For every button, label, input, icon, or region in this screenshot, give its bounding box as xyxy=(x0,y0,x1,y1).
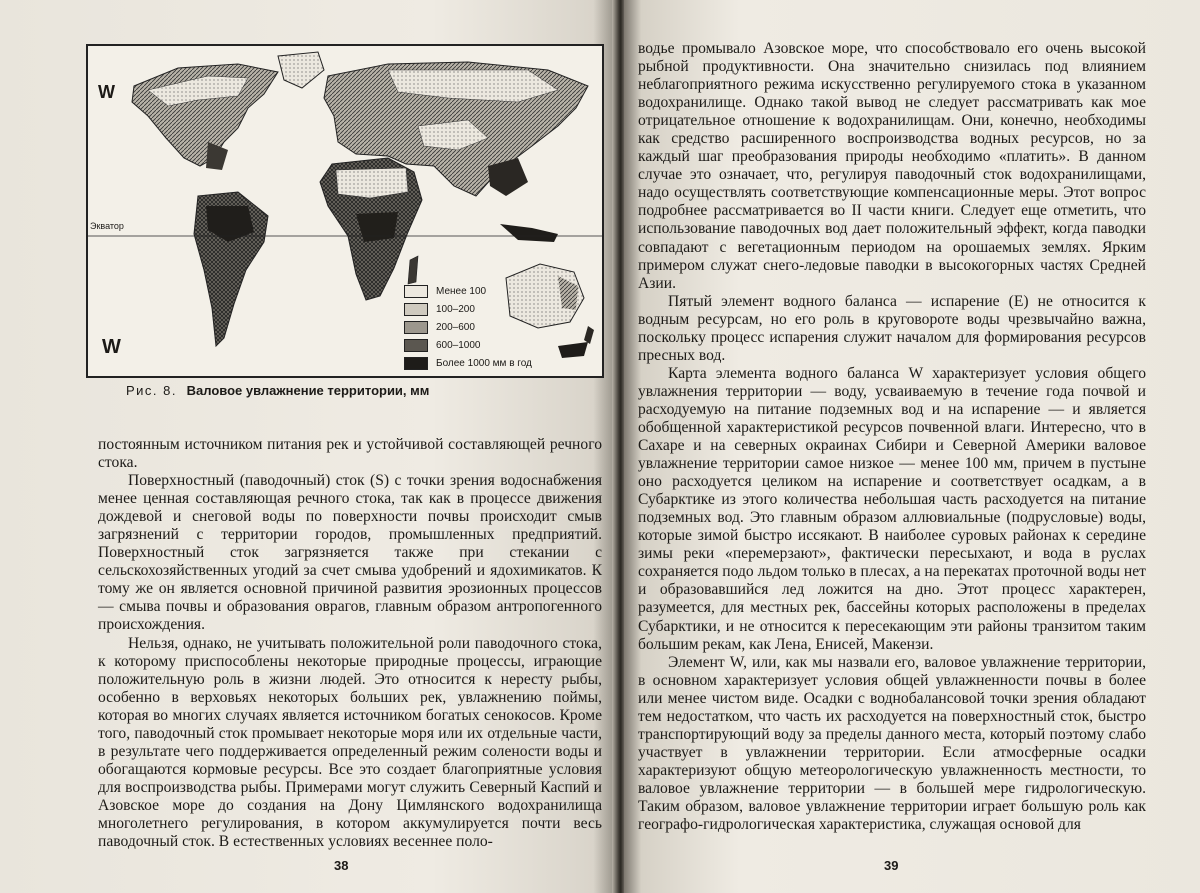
left-page-text xyxy=(98,436,602,851)
paragraph: Элемент W, или, как мы назвали его, валовое увлажнение территории, в основном характеризует условия общей увлажненности почвы в более или менее чистом виде. Осадки с воднобалансовой точки зрения обладают тем недостатком, что часть их расходуется на поверхностный сток, быстро транспортирующий воду за пределы данного места, который поэтому слабо участвует в увлажнении территории. Если атмосферные осадки характеризуют общую метеорологическую увлажненность местности, то валовое увлажнение территории — в большей мере гидрологическую. Таким образом, валовое увлажнение территории играет большую роль как географо-гидрологическая характеристика, служащая основой для xyxy=(638,653,1146,834)
paragraph: водье промывало Азовское море, что способствовало его очень высокой рыбной продуктивности. Она значительно снизилась под влиянием неблагоприятного режима искусственно регулируемого стока в указанном водохранилище. Однако такой вывод не следует рассматривать как мое отрицательное отношение к водохранилищам. Они, конечно, необходимы как средство расширенного воспроизводства водных ресурсов, но за каждый шаг преобразования природы необходимо «платить». В данном случае это означает, что, регулируя паводочный сток водохранилищами, надо осуществлять соответствующие компенсационные меры. Этот вопрос подробнее рассматривается во II части книги. Следует еще отметить, что использование паводочных вод дает положительный эффект, когда паводки совпадают с вегетационным периодом на орошаемых землях. Ярким примером служат снего-ледовые паводки в высокогорных частях Средней Азии. xyxy=(638,40,1146,292)
greenland-shape xyxy=(278,52,324,88)
legend-item xyxy=(404,318,594,336)
map-top-letter: W xyxy=(98,82,115,102)
legend-swatch xyxy=(404,303,428,316)
legend-item xyxy=(404,282,594,300)
paragraph: постоянным источником питания рек и устойчивой составляющей речного стока. xyxy=(98,436,602,472)
legend-swatch xyxy=(404,285,428,298)
caption-label: Рис. 8. xyxy=(126,383,177,398)
equator-label: Экватор xyxy=(90,221,124,231)
caption-title: Валовое увлажнение территории, мм xyxy=(186,383,430,398)
page-number: 38 xyxy=(334,858,349,873)
figure-caption xyxy=(126,383,606,398)
legend-swatch xyxy=(404,357,428,370)
map-legend xyxy=(404,282,594,372)
legend-item xyxy=(404,300,594,318)
legend-label: Менее 100 xyxy=(436,285,487,297)
paragraph: Пятый элемент водного баланса — испарение (E) не относится к водным ресурсам, но его роль в круговороте воды чрезвычайно важна, поскольку процесс испарения служит началом для формирования ресурсов пресных вод. xyxy=(638,292,1146,364)
legend-label: Более 1000 мм в год xyxy=(436,357,532,369)
legend-item xyxy=(404,336,594,354)
legend-label: 200–600 xyxy=(436,321,475,333)
legend-item xyxy=(404,354,594,372)
right-page-text xyxy=(638,40,1146,834)
paragraph: Карта элемента водного баланса W характеризует условия общего увлажнения территории — воду, усваиваемую в течение года почвой и расходуемую на питание подземных вод и на испарение — и является обобщенной характеристикой ресурсов почвенной влаги. Интересно, что в Сахаре и на северных окраинах Сибири и Северной Америки валовое увлажнение территории самое низкое — менее 100 мм, причем в пустыне оно расходуется целиком на испарение и соответствует осадкам, а в Субарктике из этого количества небольшая часть расходуется на питание подземных вод. Это главным образом аллювиальные (подрусловые) воды, которые зимой быстро иссякают. В наиболее суровых районах к середине зимы реки «перемерзают», фактически пересыхают, и вода в руслах сохраняется подо льдом только в плесах, а на перекатах проточной воды нет и образовавшийся лед ложится на дно. Этот процесс характерен, разумеется, для местных рек, бассейны которых расположены в пределах Субарктики, и не относится к пересекающим эти районы транзитом таким большим рекам, как Лена, Енисей, Макензи. xyxy=(638,364,1146,653)
map-letter: W xyxy=(102,336,121,358)
legend-swatch xyxy=(404,339,428,352)
legend-label: 600–1000 xyxy=(436,339,481,351)
legend-label: 100–200 xyxy=(436,303,475,315)
page-number: 39 xyxy=(884,858,899,873)
paragraph: Нельзя, однако, не учитывать положительной роли паводочного стока, к которому приспособлены некоторые природные процессы, играющие положительную роль в жизни людей. Это относится к нересту рыбы, особенно в верховьях некоторых больших рек, увлажнению поймы, которая во многих случаях является источником богатых сенокосов. Кроме того, паводочный сток промывает некоторые моря или их отдельные части, в результате чего поддерживается определенный режим солености воды и обогащаются кормовые ресурсы. Все это создает благоприятные условия для воспроизводства рыбы. Примерами могут служить Северный Каспий и Азовское море до создания на Дону Цимлянского водохранилища многолетнего регулирования, в котором аккумулируется почти весь паводочный сток. В естественных условиях весеннее поло- xyxy=(98,634,602,851)
legend-swatch xyxy=(404,321,428,334)
world-map-figure xyxy=(86,44,604,378)
paragraph: Поверхностный (паводочный) сток (S) с точки зрения водоснабжения менее ценная составляющая речного стока, так как в процессе движения дождевой и снеговой воды по поверхности почвы происходит смыв загрязнений с территории городов, промышленных предприятий. Поверхностный сток загрязняется также при стекании с сельскохозяйственных угодий за счет смыва удобрений и ядохимикатов. К тому же он является основной причиной развития эрозионных процессов — смыва почвы и образования оврагов, главным образом антропогенного происхождения. xyxy=(98,472,602,634)
